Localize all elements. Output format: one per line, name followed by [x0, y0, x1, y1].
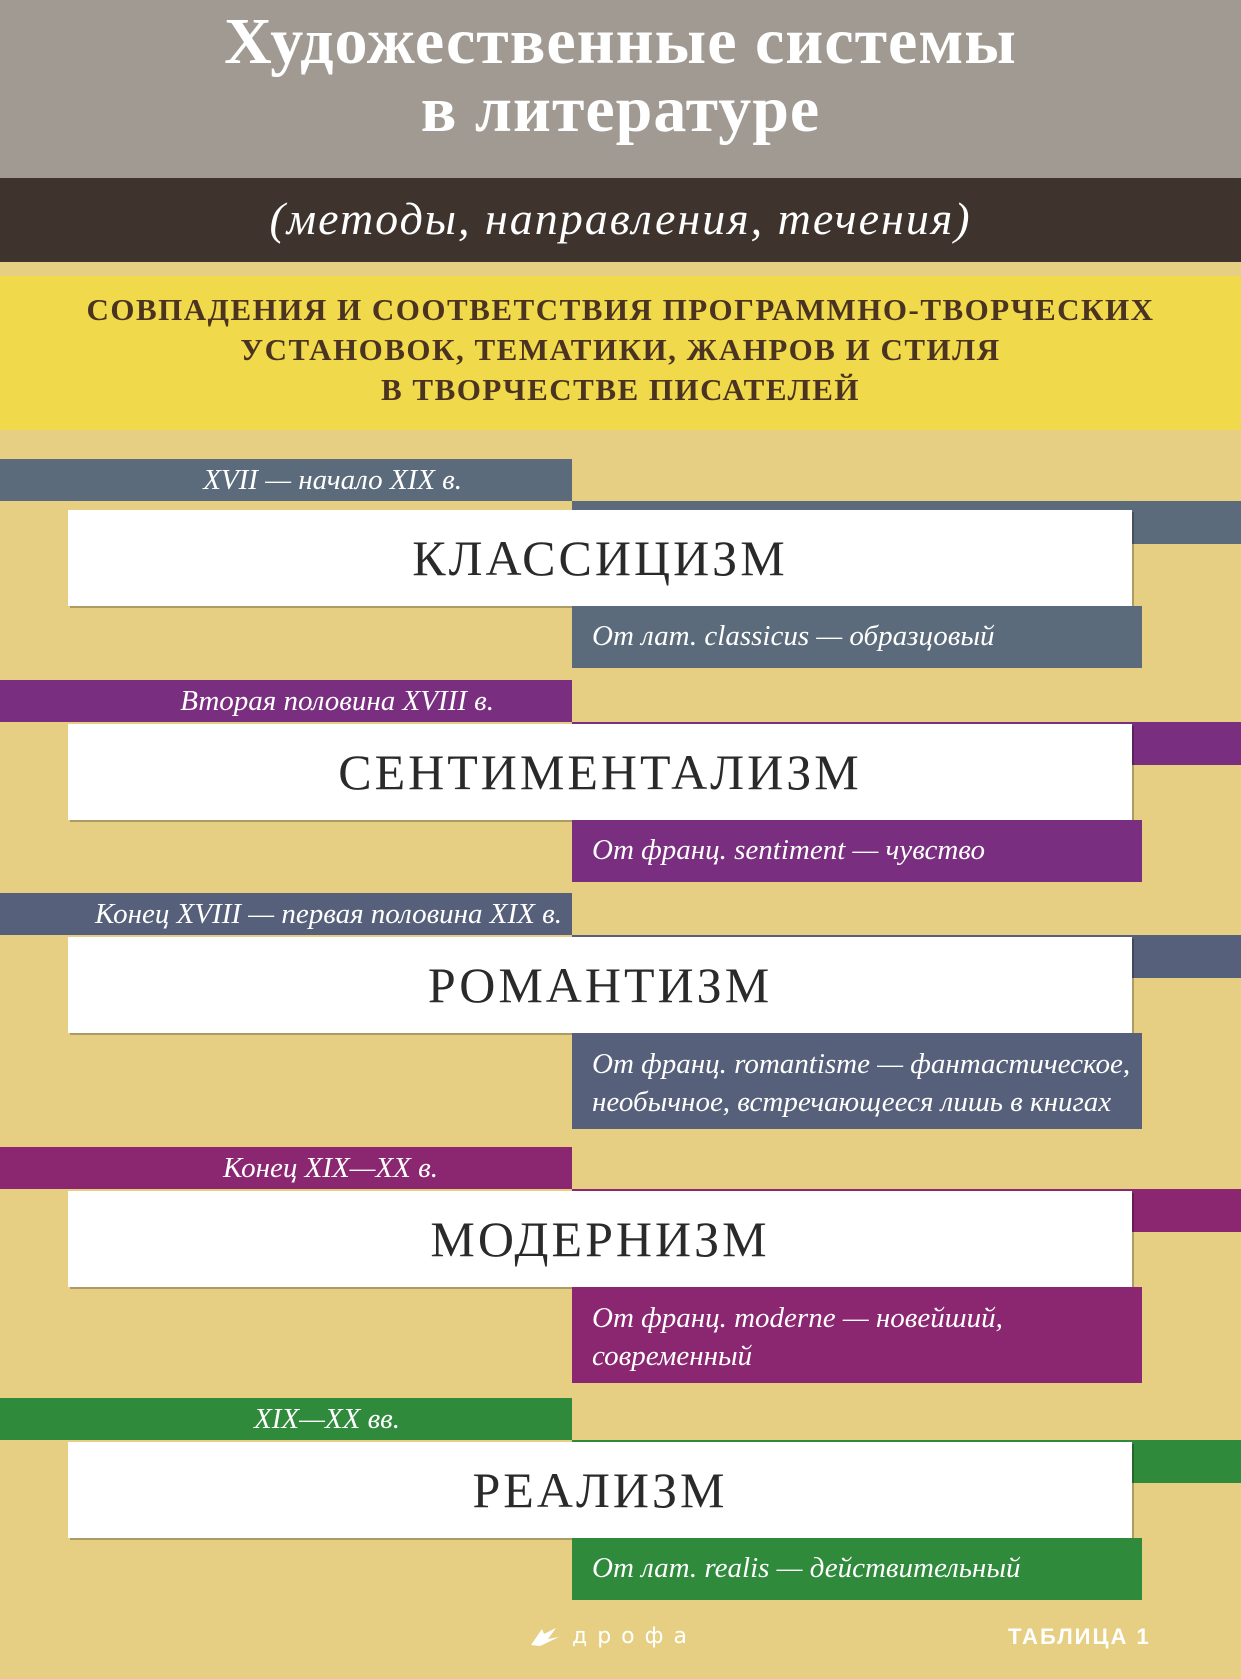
etymology-label: От франц. romantisme — фантастическое, необычное, встречающееся лишь в книгах: [592, 1048, 1131, 1118]
period-label: Конец XVIII — первая половина XIX в.: [94, 898, 562, 930]
page-title: Художественные системы в литературе: [224, 5, 1017, 146]
movement-name-box: [68, 1191, 1132, 1287]
period-label: Конец XIX—XX в.: [222, 1152, 438, 1184]
movement-name-box: [68, 510, 1132, 606]
period-label: XIX—XX вв.: [254, 1403, 400, 1435]
etymology-label: От франц. moderne — новейший, современный: [592, 1302, 1003, 1372]
etymology-label: От франц. sentiment — чувство: [592, 834, 985, 866]
movement-name: РЕАЛИЗМ: [472, 1462, 728, 1518]
movement-name: КЛАССИЦИЗМ: [412, 530, 788, 586]
page-subtitle: (методы, направления, течения): [269, 193, 972, 244]
movement-name: СЕНТИМЕНТАЛИЗМ: [338, 744, 862, 800]
publisher-logo-icon: [528, 1625, 562, 1649]
etymology-label: От лат. classicus — образцовый: [592, 620, 995, 652]
publisher-mark: [528, 1624, 697, 1649]
movement-name-box: [68, 937, 1132, 1033]
etymology-label: От лат. realis — действительный: [592, 1552, 1021, 1584]
table-label: ТАБЛИЦА 1: [1008, 1624, 1151, 1649]
movement-name-box: [68, 1442, 1132, 1538]
movement-name-box: [68, 724, 1132, 820]
movement-name: РОМАНТИЗМ: [427, 957, 773, 1013]
movement-name: МОДЕРНИЗМ: [430, 1211, 770, 1267]
publisher-name: дрофа: [572, 1624, 697, 1649]
period-label: XVII — начало XIX в.: [203, 464, 462, 496]
period-label: Вторая половина XVIII в.: [180, 685, 494, 717]
tagline: СОВПАДЕНИЯ И СООТВЕТСТВИЯ ПРОГРАММНО-ТВОРЧЕСКИХ УСТАНОВОК, ТЕМАТИКИ, ЖАНРОВ И СТИЛЯ В ТВОРЧЕСТВЕ ПИСАТЕЛЕЙ: [86, 292, 1155, 407]
